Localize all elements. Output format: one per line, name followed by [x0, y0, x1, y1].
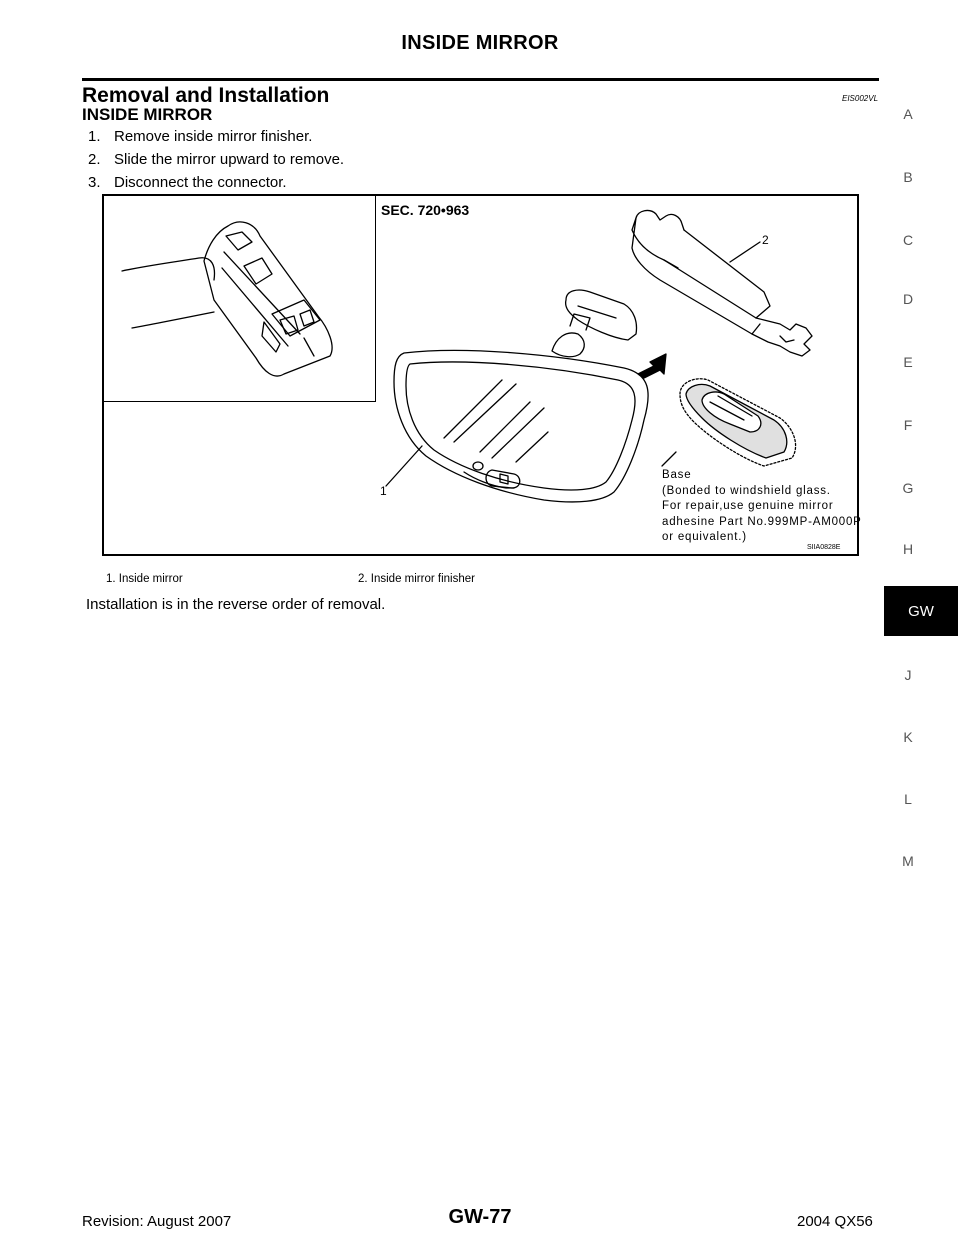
- connector-detail-drawing: [122, 222, 332, 376]
- reference-code: EIS002VL: [842, 94, 879, 103]
- inside-mirror-drawing: [394, 290, 648, 502]
- installation-note: Installation is in the reverse order of removal.: [86, 596, 386, 613]
- step-number: 1.: [88, 128, 101, 145]
- step-item: [88, 128, 312, 145]
- subsection-title: INSIDE MIRROR: [82, 105, 213, 124]
- figure-id: SIIA0828E: [807, 544, 841, 551]
- footer-model: 2004 QX56: [797, 1213, 873, 1230]
- step-text: Disconnect the connector.: [114, 174, 287, 191]
- index-letter-b[interactable]: B: [903, 169, 913, 185]
- legend-item-2: 2. Inside mirror finisher: [358, 573, 475, 585]
- leader-line-base: [662, 452, 676, 466]
- section-number-label: SEC. 720•963: [381, 202, 470, 218]
- footer-page-number: GW-77: [448, 1206, 512, 1228]
- leader-line-mirror: [386, 446, 422, 486]
- callout-1: 1: [380, 484, 387, 498]
- index-letter-f[interactable]: F: [903, 417, 913, 433]
- index-letter-k[interactable]: K: [903, 729, 913, 745]
- index-letter-e[interactable]: E: [903, 354, 913, 370]
- page-header-title: INSIDE MIRROR: [401, 32, 559, 54]
- index-letter-c[interactable]: C: [902, 232, 914, 248]
- index-letter-a[interactable]: A: [903, 106, 913, 122]
- legend-item-1: 1. Inside mirror: [106, 573, 183, 585]
- base-note: Base (Bonded to windshield glass. For repair,use genuine mirror adhesine Part No.999MP-AM000P or equivalent.): [662, 469, 862, 543]
- footer-revision: Revision: August 2007: [82, 1213, 232, 1230]
- callout-2: 2: [762, 233, 769, 247]
- section-title: Removal and Installation: [82, 84, 330, 107]
- step-text: Slide the mirror upward to remove.: [114, 151, 345, 168]
- step-text: Remove inside mirror finisher.: [114, 128, 313, 145]
- step-number: 2.: [88, 151, 101, 168]
- index-tab-active[interactable]: GW: [884, 586, 958, 636]
- leader-line-finisher: [730, 242, 760, 262]
- step-item: [88, 174, 287, 191]
- index-letter-l[interactable]: L: [904, 791, 912, 807]
- index-letter-h[interactable]: H: [902, 541, 914, 557]
- index-letter-m[interactable]: M: [902, 853, 914, 869]
- step-item: [88, 151, 344, 168]
- index-letter-d[interactable]: D: [902, 291, 914, 307]
- direction-arrow: [638, 354, 666, 378]
- index-letter-g[interactable]: G: [902, 480, 914, 496]
- mirror-base-drawing: [680, 379, 796, 466]
- header-divider: [82, 78, 879, 81]
- step-number: 3.: [88, 174, 101, 191]
- mirror-finisher-drawing: [632, 211, 812, 356]
- index-letter-j[interactable]: J: [904, 667, 912, 683]
